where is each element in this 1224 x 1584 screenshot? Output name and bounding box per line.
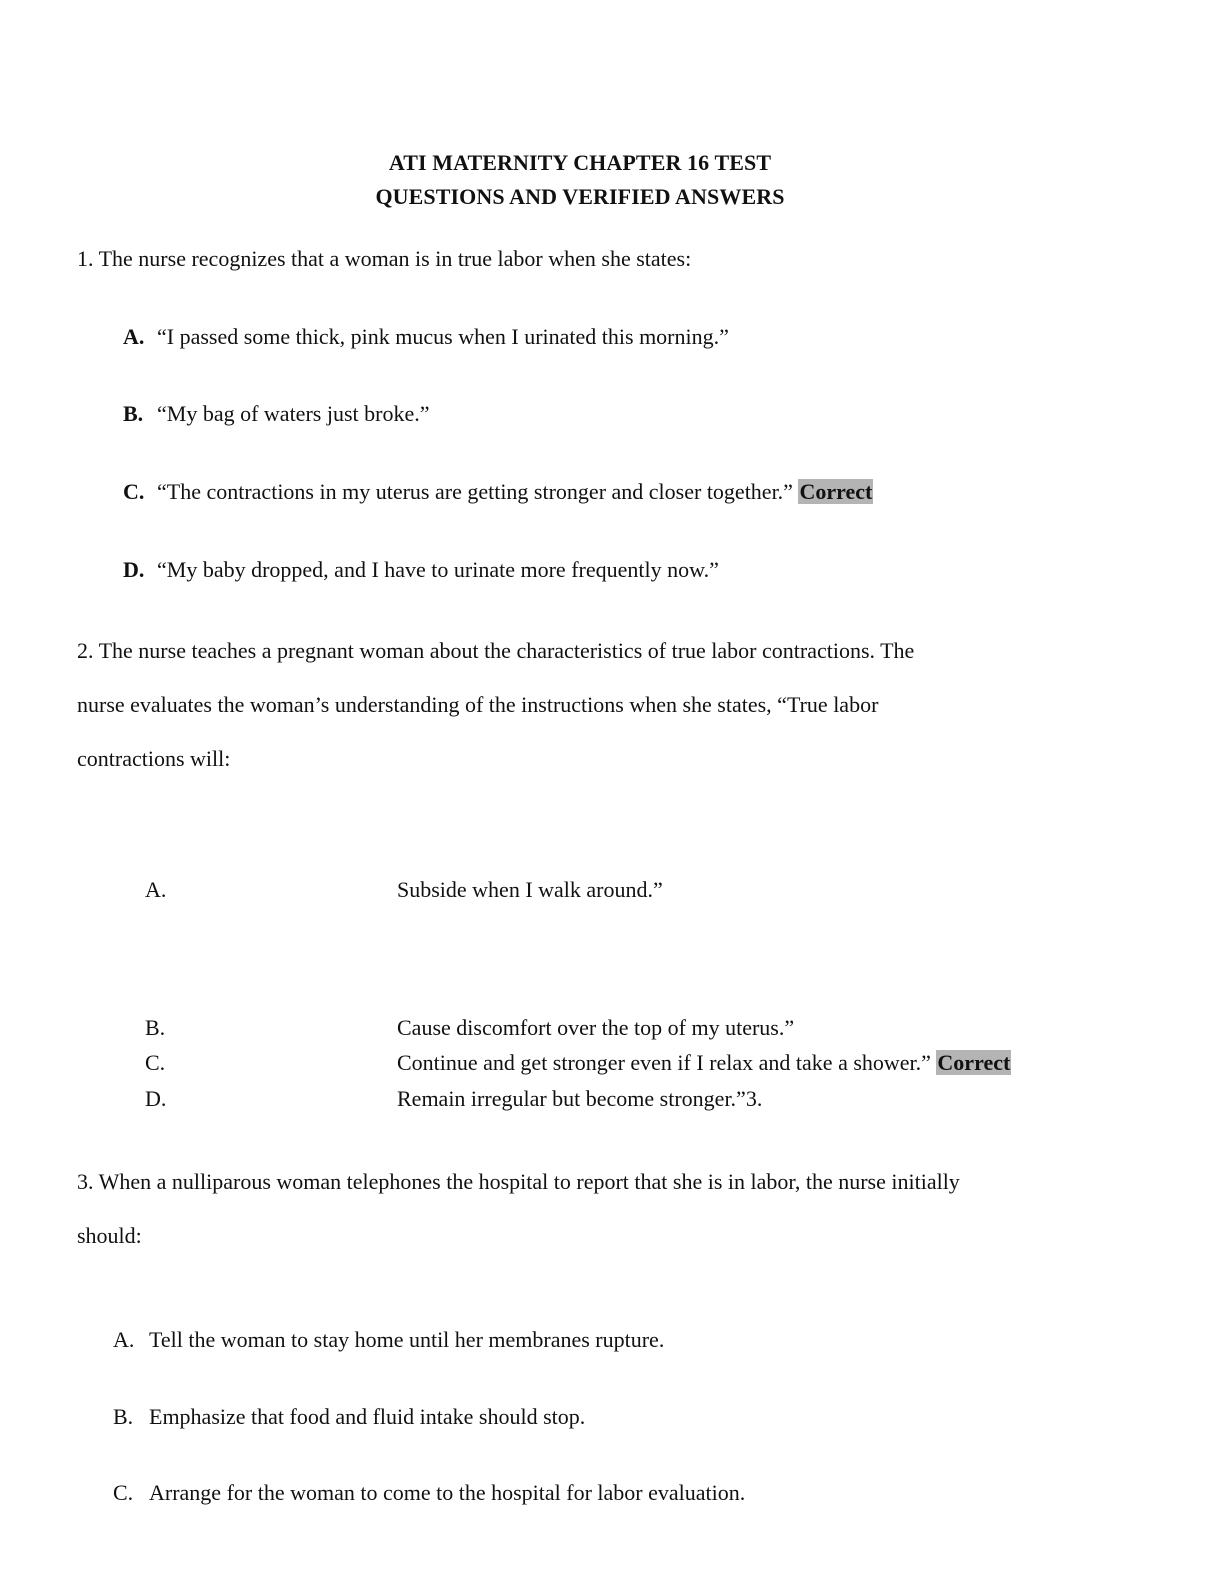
q2-option-c-text: Continue and get stronger even if I relax and take a shower.” <box>397 1050 931 1075</box>
q1-option-a <box>123 324 729 350</box>
q3-option-c-letter: C. <box>113 1480 134 1505</box>
q2-option-b-letter: B. <box>145 1015 166 1040</box>
q3-option-b <box>113 1404 585 1430</box>
document-title-line1: ATI MATERNITY CHAPTER 16 TEST <box>388 150 772 175</box>
q1-option-b-letter: B. <box>123 401 144 426</box>
question-3-stem-line2: should: <box>77 1223 142 1248</box>
q2-option-a-text: Subside when I walk around.” <box>397 877 663 902</box>
q2-option-c <box>397 1050 1011 1076</box>
q1-option-c-letter: C. <box>123 479 145 504</box>
question-1-stem: 1. The nurse recognizes that a woman is in true labor when she states: <box>77 246 692 271</box>
document-title-line2: QUESTIONS AND VERIFIED ANSWERS <box>375 184 785 209</box>
q3-option-a <box>113 1327 664 1353</box>
q1-option-c-text: “The contractions in my uterus are getting stronger and closer together.” <box>157 479 793 504</box>
question-2-stem-line1: 2. The nurse teaches a pregnant woman about the characteristics of true labor contractions. The <box>77 638 915 663</box>
q1-option-d-letter: D. <box>123 557 145 582</box>
q1-option-b-text: “My bag of waters just broke.” <box>157 401 430 426</box>
q1-option-d <box>123 557 719 583</box>
q1-option-b <box>123 401 429 427</box>
q3-option-a-letter: A. <box>113 1327 135 1352</box>
q1-option-c <box>123 479 873 505</box>
q1-correct-badge: Correct <box>799 479 873 504</box>
q1-option-a-text: “I passed some thick, pink mucus when I urinated this morning.” <box>157 324 729 349</box>
q3-option-c <box>113 1480 745 1506</box>
question-2-stem-line3: contractions will: <box>77 746 231 771</box>
q3-option-a-text: Tell the woman to stay home until her membranes rupture. <box>149 1327 665 1352</box>
q2-option-d-text: Remain irregular but become stronger.”3. <box>397 1086 763 1111</box>
q1-option-d-text: “My baby dropped, and I have to urinate more frequently now.” <box>157 557 719 582</box>
q2-correct-badge: Correct <box>937 1050 1011 1075</box>
q3-option-c-text: Arrange for the woman to come to the hospital for labor evaluation. <box>149 1480 746 1505</box>
q2-option-a-letter: A. <box>145 877 167 902</box>
question-3-stem-line1: 3. When a nulliparous woman telephones the hospital to report that she is in labor, the nurse initially <box>77 1169 960 1194</box>
q2-option-d-letter: D. <box>145 1086 167 1111</box>
q3-option-b-text: Emphasize that food and fluid intake should stop. <box>149 1404 586 1429</box>
q1-option-a-letter: A. <box>123 324 145 349</box>
q3-option-b-letter: B. <box>113 1404 134 1429</box>
q2-option-c-letter: C. <box>145 1050 166 1075</box>
question-2-stem-line2: nurse evaluates the woman’s understanding of the instructions when she states, “True labor <box>77 692 879 717</box>
q2-option-b-text: Cause discomfort over the top of my uterus.” <box>397 1015 795 1040</box>
